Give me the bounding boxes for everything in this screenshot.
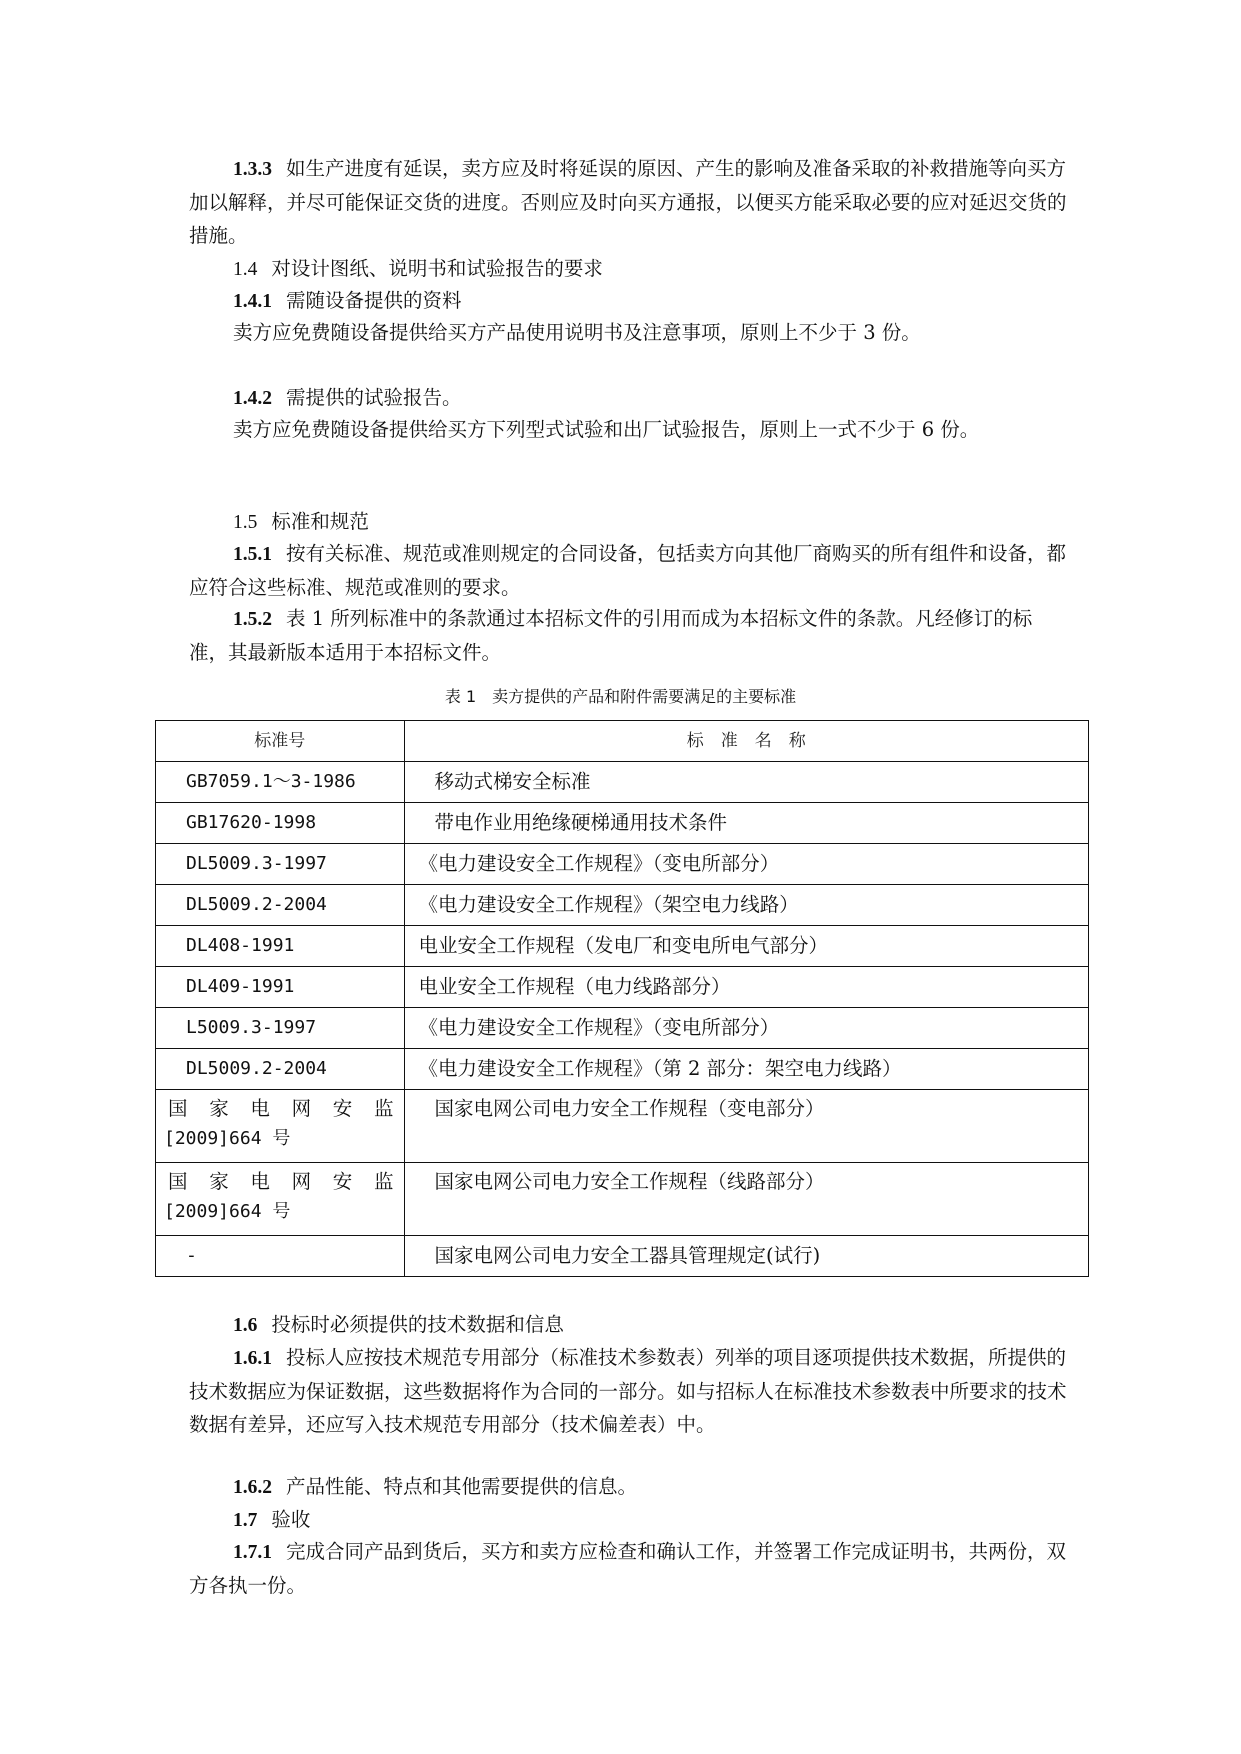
paragraph-1-6-1 — [189, 1341, 1069, 1441]
heading-1-4-1 — [189, 284, 1069, 318]
table-row — [156, 1049, 1089, 1090]
standard-code — [156, 1163, 405, 1236]
standards-table — [155, 720, 1089, 1277]
section-number: 1.5 — [233, 512, 258, 533]
standard-name: 《电力建设安全工作规程》（变电所部分） — [404, 844, 1089, 885]
section-number: 1.3.3 — [233, 159, 272, 180]
section-number: 1.4.2 — [233, 388, 272, 409]
heading-1-6 — [189, 1308, 1069, 1342]
column-header-code: 标准号 — [156, 721, 405, 762]
section-number: 1.7 — [233, 1510, 258, 1531]
heading-text: 需随设备提供的资料 — [286, 289, 462, 312]
heading-1-4 — [189, 252, 1069, 286]
standard-name: 国家电网公司电力安全工器具管理规定(试行) — [404, 1236, 1089, 1277]
heading-1-6-2 — [189, 1470, 1069, 1504]
paragraph-1-7-1 — [189, 1535, 1069, 1602]
standard-code-line1: 国家电网安监 — [168, 1170, 394, 1193]
paragraph-text: 表 1 所列标准中的条款通过本招标文件的引用而成为本招标文件的条款。凡经修订的标准，其最新版本适用于本招标文件。 — [189, 607, 1033, 664]
heading-text: 产品性能、特点和其他需要提供的信息。 — [286, 1475, 638, 1498]
standard-code-line2: [2009]664 号 — [164, 1128, 291, 1149]
heading-1-5 — [189, 505, 1069, 539]
standard-code-line1: 国家电网安监 — [168, 1097, 394, 1120]
paragraph-1-4-1: 卖方应免费随设备提供给买方产品使用说明书及注意事项，原则上不少于 3 份。 — [233, 321, 921, 344]
standard-code: L5009.3-1997 — [156, 1008, 405, 1049]
standard-name: 电业安全工作规程（发电厂和变电所电气部分） — [404, 926, 1089, 967]
standard-code: DL5009.2-2004 — [156, 1049, 405, 1090]
table-caption: 表 1 卖方提供的产品和附件需要满足的主要标准 — [444, 687, 797, 706]
table-row — [156, 1090, 1089, 1163]
column-header-name: 标 准 名 称 — [404, 721, 1089, 762]
paragraph-1-4-2: 卖方应免费随设备提供给买方下列型式试验和出厂试验报告，原则上一式不少于 6 份。 — [233, 418, 980, 441]
section-number: 1.5.1 — [233, 544, 272, 565]
paragraph-text: 如生产进度有延误，卖方应及时将延误的原因、产生的影响及准备采取的补救措施等向买方加以解释，并尽可能保证交货的进度。否则应及时向买方通报，以便买方能采取必要的应对延迟交货的措施。 — [189, 157, 1067, 247]
standard-name: 《电力建设安全工作规程》（架空电力线路） — [404, 885, 1089, 926]
standard-code: - — [156, 1236, 405, 1277]
section-number: 1.4.1 — [233, 291, 272, 312]
standard-code: DL5009.3-1997 — [156, 844, 405, 885]
standard-name: 电业安全工作规程（电力线路部分） — [404, 967, 1089, 1008]
standard-name: 国家电网公司电力安全工作规程（线路部分） — [404, 1163, 1089, 1236]
heading-text: 投标时必须提供的技术数据和信息 — [271, 1313, 564, 1336]
section-number: 1.6.1 — [233, 1348, 272, 1369]
table-header-row — [156, 721, 1089, 762]
paragraph-text: 完成合同产品到货后，买方和卖方应检查和确认工作，并签署工作完成证明书，共两份，双方各执一份。 — [189, 1540, 1067, 1597]
paragraph-1-5-2 — [189, 602, 1069, 669]
section-number: 1.6.2 — [233, 1477, 272, 1498]
paragraph-1-3-3 — [189, 152, 1069, 252]
standard-code: DL408-1991 — [156, 926, 405, 967]
heading-text: 验收 — [271, 1508, 311, 1531]
standard-code: DL409-1991 — [156, 967, 405, 1008]
table-row — [156, 1236, 1089, 1277]
table-row — [156, 885, 1089, 926]
standard-name: 带电作业用绝缘硬梯通用技术条件 — [404, 803, 1089, 844]
table-row — [156, 844, 1089, 885]
section-number: 1.7.1 — [233, 1542, 272, 1563]
heading-text: 标准和规范 — [271, 510, 369, 533]
standard-name: 国家电网公司电力安全工作规程（变电部分） — [404, 1090, 1089, 1163]
heading-text: 需提供的试验报告。 — [286, 386, 462, 409]
standard-code: GB17620-1998 — [156, 803, 405, 844]
standard-code-line2: [2009]664 号 — [164, 1201, 291, 1222]
standard-name: 移动式梯安全标准 — [404, 762, 1089, 803]
paragraph-text: 投标人应按技术规范专用部分（标准技术参数表）列举的项目逐项提供技术数据，所提供的技术数据应为保证数据，这些数据将作为合同的一部分。如与招标人在标准技术参数表中所要求的技术数据有差异，还应写入技术规范专用部分（技术偏差表）中。 — [189, 1346, 1067, 1436]
standard-code: DL5009.2-2004 — [156, 885, 405, 926]
standard-name: 《电力建设安全工作规程》（第 2 部分：架空电力线路） — [404, 1049, 1089, 1090]
table-row — [156, 762, 1089, 803]
standard-code — [156, 1090, 405, 1163]
section-number: 1.4 — [233, 259, 258, 280]
table-row — [156, 803, 1089, 844]
paragraph-text: 按有关标准、规范或准则规定的合同设备，包括卖方向其他厂商购买的所有组件和设备，都应符合这些标准、规范或准则的要求。 — [189, 542, 1067, 599]
heading-1-7 — [189, 1503, 1069, 1537]
paragraph-1-5-1 — [189, 537, 1069, 604]
standard-name: 《电力建设安全工作规程》（变电所部分） — [404, 1008, 1089, 1049]
section-number: 1.5.2 — [233, 609, 272, 630]
standard-code: GB7059.1～3-1986 — [156, 762, 405, 803]
table-row — [156, 926, 1089, 967]
table-row — [156, 1163, 1089, 1236]
table-row — [156, 967, 1089, 1008]
heading-1-4-2 — [189, 381, 1069, 415]
section-number: 1.6 — [233, 1315, 258, 1336]
table-row — [156, 1008, 1089, 1049]
heading-text: 对设计图纸、说明书和试验报告的要求 — [271, 257, 603, 280]
